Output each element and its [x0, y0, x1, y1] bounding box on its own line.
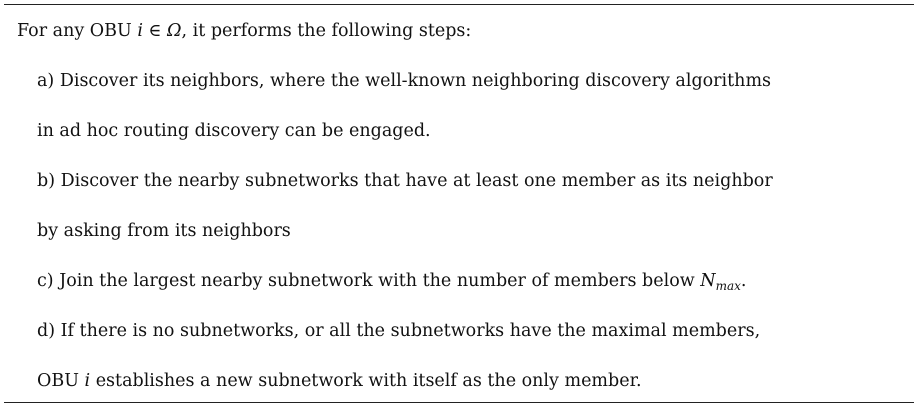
step-d-prefix: OBU — [37, 371, 85, 391]
step-c-line1 — [37, 270, 746, 297]
intro-math: i ∈ Ω — [137, 21, 182, 41]
step-b-line2: by asking from its neighbors — [37, 221, 291, 241]
top-rule — [4, 4, 914, 5]
step-d-line2 — [37, 370, 642, 392]
step-a-line1: a) Discover its neighbors, where the well-known neighboring discovery algorithms — [37, 71, 772, 91]
step-b-line1: b) Discover the nearby subnetworks that have at least one member as its neighbor — [37, 171, 773, 191]
step-c-end: . — [740, 271, 747, 291]
step-c-math-sub: max — [715, 279, 741, 293]
step-c-text: c) Join the largest nearby subnetwork with the number of members below — [37, 271, 701, 291]
bottom-rule — [4, 402, 914, 403]
step-c-math-base: N — [700, 271, 716, 291]
step-a-line2: in ad hoc routing discovery can be engaged. — [37, 121, 431, 141]
intro-line — [17, 20, 471, 42]
intro-suffix: , it performs the following steps: — [181, 21, 472, 41]
step-d-math: i — [84, 371, 91, 391]
step-d-line1: d) If there is no subnetworks, or all the subnetworks have the maximal members, — [37, 321, 761, 341]
intro-prefix: For any OBU — [17, 21, 138, 41]
step-d-suffix: establishes a new subnetwork with itself as the only member. — [90, 371, 642, 391]
